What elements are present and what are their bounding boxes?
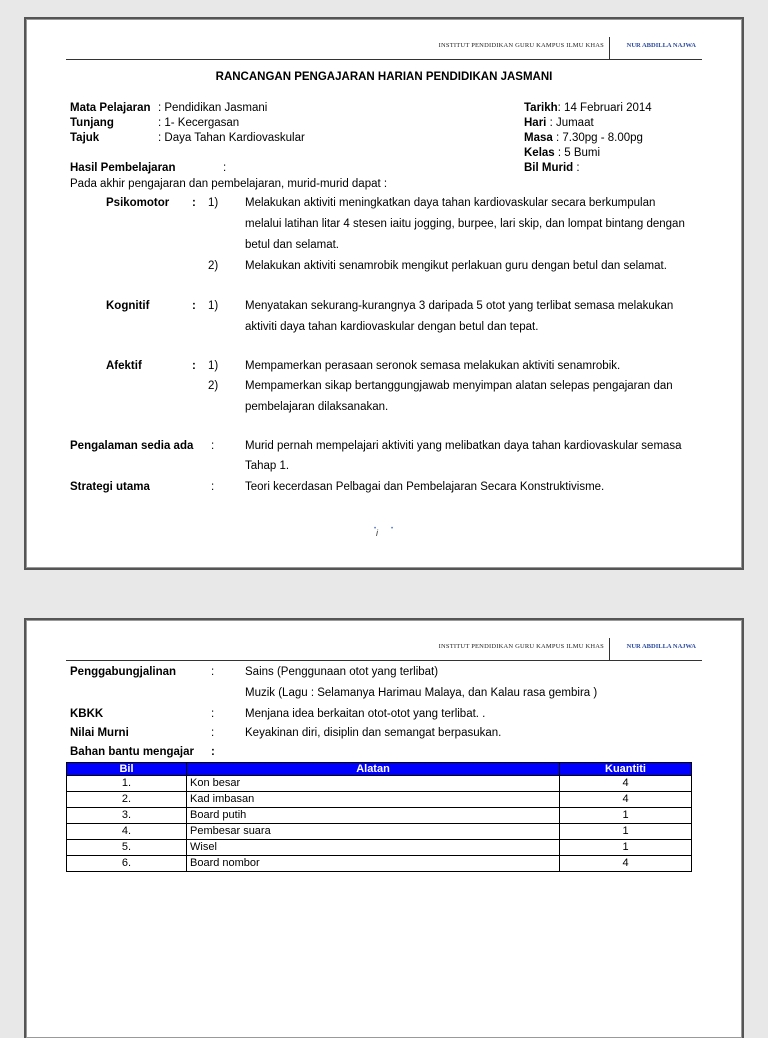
- cell-alatan: Kon besar: [187, 776, 560, 792]
- aids-label: Bahan bantu mengajar: [70, 746, 194, 758]
- cell-bil: 6.: [67, 856, 187, 872]
- psikomotor-label: Psikomotor: [106, 197, 170, 209]
- table-row: [67, 840, 692, 856]
- class-value: : 5 Bumi: [554, 147, 601, 159]
- header-institution: INSTITUT PENDIDIKAN GURU KAMPUS ILMU KHAS: [438, 42, 604, 49]
- cell-kuantiti: 4: [560, 856, 692, 872]
- kognitif-num-1: 1): [208, 300, 219, 312]
- kognitif-line-1a: Menyatakan sekurang-kurangnya 3 daripada 5 otot yang terlibat semasa melakukan: [245, 300, 674, 312]
- date-field: [524, 101, 652, 115]
- subject-label: Mata Pelajaran: [70, 102, 151, 114]
- psikomotor-line-1a: Melakukan aktiviti meningkatkan daya tahan kardiovaskular secara berkumpulan: [245, 197, 656, 209]
- psikomotor-num-1: 1): [208, 197, 219, 209]
- cell-kuantiti: 4: [560, 792, 692, 808]
- header-author: NUR ABDILLA NAJWA: [626, 643, 696, 650]
- cell-bil: 2.: [67, 792, 187, 808]
- afektif-colon: :: [192, 360, 196, 372]
- cell-kuantiti: 1: [560, 808, 692, 824]
- integration-line-a: Sains (Penggunaan otot yang terlibat): [245, 666, 439, 678]
- prior-knowledge-line-b: Tahap 1.: [245, 460, 290, 472]
- day-label: Hari: [524, 117, 547, 129]
- integration-colon: :: [211, 666, 215, 678]
- table-header-row: [67, 763, 692, 776]
- page-header: [66, 35, 702, 60]
- page-2: [24, 618, 744, 1038]
- afektif-label: Afektif: [106, 360, 142, 372]
- subject-value: : Pendidikan Jasmani: [158, 102, 268, 114]
- cell-kuantiti: 1: [560, 824, 692, 840]
- values-colon: :: [211, 727, 215, 739]
- header-divider: [609, 37, 610, 59]
- values-value: Keyakinan diri, disiplin dan semangat berpasukan.: [245, 727, 502, 739]
- page-number-dot: •: [391, 526, 394, 532]
- kognitif-colon: :: [192, 300, 196, 312]
- integration-line-b: Muzik (Lagu : Selamanya Harimau Malaya, dan Kalau rasa gembira ): [245, 687, 598, 699]
- cell-alatan: Board nombor: [187, 856, 560, 872]
- kbkk-label: KBKK: [70, 708, 104, 720]
- kbkk-value: Menjana idea berkaitan otot-otot yang terlibat. .: [245, 708, 486, 720]
- day-field: [524, 116, 594, 130]
- psikomotor-line-1c: betul dan selamat.: [245, 239, 339, 251]
- kognitif-label: Kognitif: [106, 300, 150, 312]
- afektif-line-1: Mempamerkan perasaan seronok semasa melakukan aktiviti senamrobik.: [245, 360, 621, 372]
- cell-bil: 5.: [67, 840, 187, 856]
- col-header-kuantiti: Kuantiti: [560, 763, 692, 776]
- afektif-line-2b: pembelajaran dilaksanakan.: [245, 401, 389, 413]
- table-row: [67, 856, 692, 872]
- cell-kuantiti: 4: [560, 776, 692, 792]
- psikomotor-colon: :: [192, 197, 196, 209]
- topic-value: : Daya Tahan Kardiovaskular: [158, 132, 305, 144]
- page-number: i: [376, 528, 378, 538]
- afektif-num-2: 2): [208, 380, 219, 392]
- pillar-label: Tunjang: [70, 117, 114, 129]
- header-author: NUR ABDILLA NAJWA: [626, 42, 696, 49]
- class-label: Kelas: [524, 147, 555, 159]
- aids-table: [66, 762, 692, 872]
- prior-knowledge-label: Pengalaman sedia ada: [70, 440, 194, 452]
- psikomotor-line-2: Melakukan aktiviti senamrobik mengikut perlakuan guru dengan betul dan selamat.: [245, 260, 667, 272]
- prior-knowledge-colon: :: [211, 440, 215, 452]
- students-field: [524, 161, 580, 175]
- psikomotor-line-1b: melalui latihan litar 4 stesen iaitu jogging, burpee, lari skip, dan lompat bintang dengan: [245, 218, 685, 230]
- strategy-colon: :: [211, 481, 215, 493]
- psikomotor-num-2: 2): [208, 260, 219, 272]
- afektif-line-2a: Mempamerkan sikap bertanggungjawab menyimpan alatan selepas pengajaran dan: [245, 380, 673, 392]
- table-row: [67, 808, 692, 824]
- kognitif-line-1b: aktiviti daya tahan kardiovaskular dengan betul dan tepat.: [245, 321, 539, 333]
- date-value: : 14 Februari 2014: [557, 102, 652, 114]
- date-label: Tarikh: [524, 102, 558, 114]
- col-header-alatan: Alatan: [187, 763, 560, 776]
- outcomes-label: Hasil Pembelajaran: [70, 162, 176, 174]
- header-divider: [609, 638, 610, 660]
- cell-alatan: Wisel: [187, 840, 560, 856]
- cell-alatan: Kad imbasan: [187, 792, 560, 808]
- cell-alatan: Board putih: [187, 808, 560, 824]
- page-number-dot: •: [374, 526, 377, 532]
- strategy-value: Teori kecerdasan Pelbagai dan Pembelajaran Secara Konstruktivisme.: [245, 481, 605, 493]
- students-label: Bil Murid: [524, 162, 574, 174]
- time-value: : 7.30pg - 8.00pg: [552, 132, 643, 144]
- afektif-num-1: 1): [208, 360, 219, 372]
- page-header: [66, 636, 702, 661]
- integration-label: Penggabungjalinan: [70, 666, 177, 678]
- cell-bil: 1.: [67, 776, 187, 792]
- topic-label: Tajuk: [70, 132, 100, 144]
- values-label: Nilai Murni: [70, 727, 129, 739]
- prior-knowledge-line-a: Murid pernah mempelajari aktiviti yang melibatkan daya tahan kardiovaskular semasa: [245, 440, 682, 452]
- kbkk-colon: :: [211, 708, 215, 720]
- table-row: [67, 824, 692, 840]
- outcomes-colon: :: [223, 162, 227, 174]
- col-header-bil: Bil: [67, 763, 187, 776]
- students-value: :: [573, 162, 580, 174]
- page-1: [24, 17, 744, 570]
- cell-alatan: Pembesar suara: [187, 824, 560, 840]
- time-field: [524, 131, 643, 145]
- time-label: Masa: [524, 132, 553, 144]
- page-title: RANCANGAN PENGAJARAN HARIAN PENDIDIKAN JASMANI: [215, 71, 553, 83]
- strategy-label: Strategi utama: [70, 481, 150, 493]
- table-row: [67, 776, 692, 792]
- table-row: [67, 792, 692, 808]
- cell-kuantiti: 1: [560, 840, 692, 856]
- pillar-value: : 1- Kecergasan: [158, 117, 240, 129]
- class-field: [524, 146, 600, 160]
- cell-bil: 3.: [67, 808, 187, 824]
- day-value: : Jumaat: [546, 117, 594, 129]
- header-institution: INSTITUT PENDIDIKAN GURU KAMPUS ILMU KHAS: [438, 643, 604, 650]
- aids-colon: :: [211, 746, 215, 758]
- outcomes-intro: Pada akhir pengajaran dan pembelajaran, murid-murid dapat :: [70, 178, 388, 190]
- cell-bil: 4.: [67, 824, 187, 840]
